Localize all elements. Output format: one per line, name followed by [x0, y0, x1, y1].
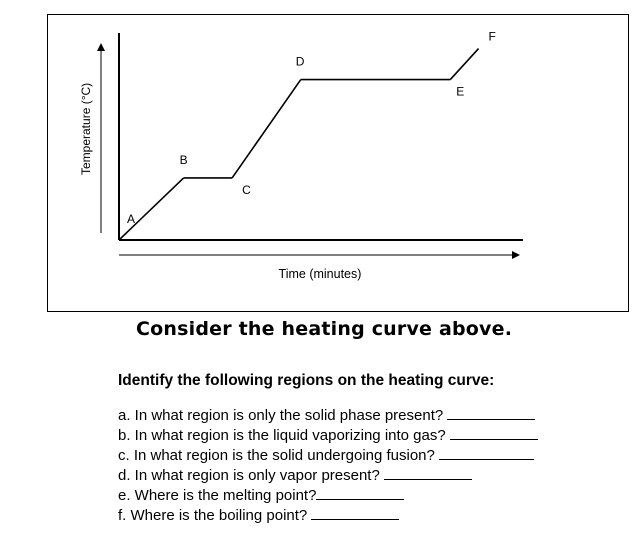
question-d-text: d. In what region is only vapor present? [118, 467, 380, 484]
heating-curve [119, 49, 479, 240]
point-label-e: E [456, 84, 465, 99]
question-b [118, 425, 538, 445]
answer-blank-a[interactable] [447, 405, 535, 420]
point-label-f: F [488, 29, 496, 44]
heading: Consider the heating curve above. [136, 318, 513, 340]
point-label-c: C [242, 182, 251, 197]
question-d [118, 465, 538, 485]
curve-segment-CD [232, 80, 301, 178]
instruction: Identify the following regions on the heating curve: [118, 372, 495, 389]
question-a [118, 405, 538, 425]
answer-blank-c[interactable] [439, 445, 534, 460]
point-labels [127, 30, 496, 226]
question-a-text: a. In what region is only the solid phase present? [118, 407, 444, 424]
answer-blank-e[interactable] [316, 485, 404, 500]
question-c-text: c. In what region is the solid undergoing fusion? [118, 447, 435, 464]
y-axis-label: Temperature (°C) [79, 82, 93, 175]
answer-blank-f[interactable] [311, 505, 399, 520]
point-label-a: A [127, 212, 136, 226]
point-label-b: B [179, 152, 188, 167]
point-label-d: D [295, 54, 305, 69]
question-f-text: f. Where is the boiling point? [118, 507, 308, 524]
question-e [118, 485, 538, 505]
question-e-text: e. Where is the melting point? [118, 487, 317, 504]
question-b-text: b. In what region is the liquid vaporizing into gas? [118, 427, 446, 444]
question-f [118, 505, 538, 525]
heating-curve-chart [47, 14, 629, 312]
answer-blank-b[interactable] [450, 425, 538, 440]
chart-canvas [48, 15, 630, 313]
curve-segment-AB [119, 178, 184, 240]
answer-blank-d[interactable] [384, 465, 472, 480]
curve-segment-EF [450, 49, 478, 80]
question-list [118, 405, 538, 525]
question-c [118, 445, 538, 465]
x-axis-label: Time (minutes) [278, 267, 362, 281]
